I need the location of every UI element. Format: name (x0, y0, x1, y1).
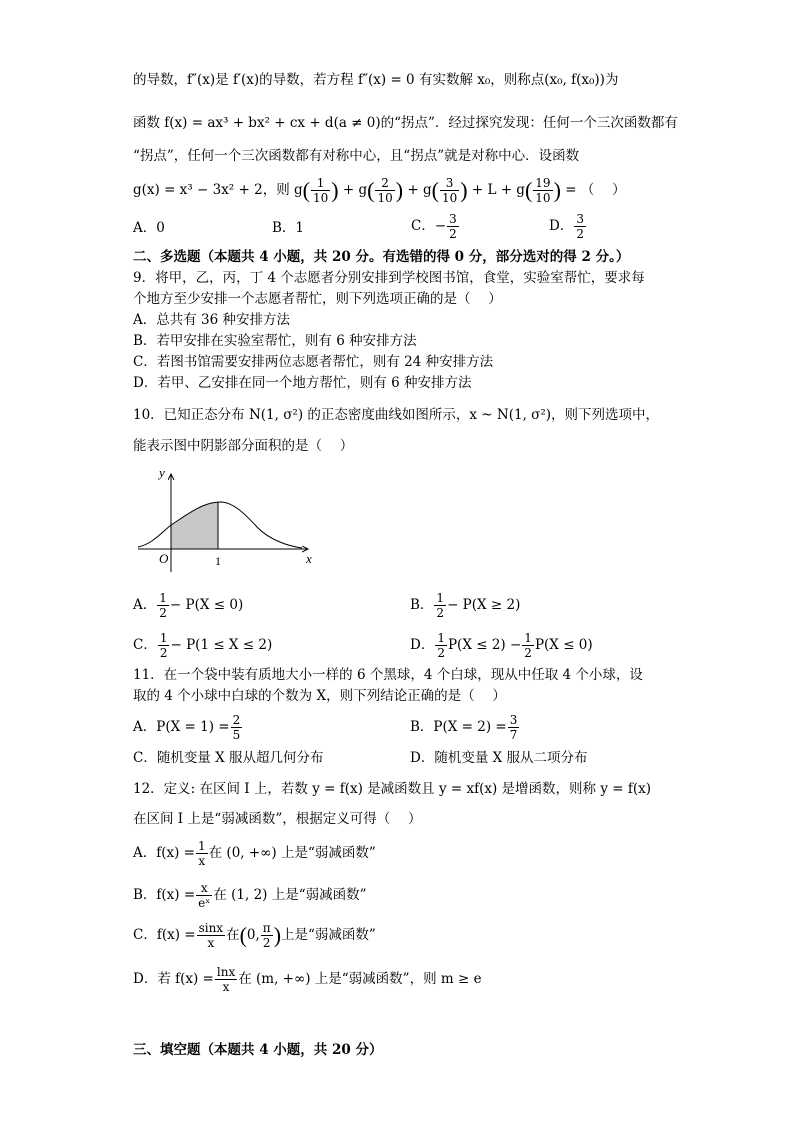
section-3-title: 三、填空题（本题共 4 小题，共 20 分） (133, 1042, 383, 1058)
q10-option-a: A． $\frac{1}{2}$ − P(X ≤ 0) (133, 591, 244, 620)
q9-stem-1: 9．将甲，乙，丙，丁 4 个志愿者分别安排到学校图书馆，食堂，实验室帮忙，要求每 (133, 270, 645, 286)
q10-option-c: C． $\frac{1}{2}$ − P(1 ≤ X ≤ 2) (133, 631, 273, 660)
y-axis-label: y (159, 465, 165, 480)
q12-option-c: C．f(x) = $\frac{\sin x}{x}$ 在(0, $\frac{\pi}{2}$ )上是“弱减函数” (133, 921, 376, 950)
normal-density-figure (130, 462, 320, 574)
fraction: $\frac{1}{10}$ (312, 176, 329, 205)
q12-option-b: B．f(x) = $\frac{x}{\text{eˣ}}$ 在 (1, 2) 上是“弱减函数” (133, 881, 367, 910)
q11-option-d: D．随机变量 X 服从二项分布 (410, 750, 588, 766)
q9-stem-2: 个地方至少安排一个志愿者帮忙，则下列选项正确的是（ ） (133, 291, 502, 307)
q12-option-a: A．f(x) = $\frac{1}{x}$ 在 (0, +∞) 上是“弱减函数” (133, 839, 376, 868)
q12-option-d: D．若 f(x) = $\frac{\ln x}{x}$ 在 (m, +∞) 上是“弱减函数”，则 m ≥ e (133, 965, 482, 994)
fraction: $\frac{19}{10}$ (535, 176, 551, 205)
intro-line-1: 的导数，f″(x)是 f′(x)的导数，若方程 f″(x) = 0 有实数解 x₀，则称点(x₀, f(x₀))为 (133, 72, 619, 88)
intro-line-4: g(x) = x³ − 3x² + 2，则 g( $\frac{1}{10}$ ) + g( $\frac{2}{10}$ ) + g( $\frac{3}{10}$ ) + L + g( $\frac{19}{10}$ ) = （ ） (133, 176, 626, 205)
fraction: $\frac{2}{10}$ (377, 176, 393, 205)
intro-option-b: B．1 (272, 220, 305, 236)
q9-option-d: D．若甲、乙安排在同一个地方帮忙，则有 6 种安排方法 (133, 375, 472, 391)
q12-stem-2: 在区间 I 上是“弱减函数”，根据定义可得（ ） (133, 811, 422, 827)
section-2-title: 二、多选题（本题共 4 小题，共 20 分。有选错的得 0 分，部分选对的得 2 分。） (133, 249, 630, 265)
x-axis-label: x (306, 551, 312, 566)
intro-line-2: 函数 f(x) = ax³ + bx² + cx + d(a ≠ 0)的“拐点”．经过探究发现：任何一个三次函数都有 (133, 115, 678, 131)
intro-option-d: D． $\frac{3}{2}$ (549, 212, 584, 241)
q10-option-d: D． $\frac{1}{2}$ P(X ≤ 2) − $\frac{1}{2}$ P(X ≤ 0) (410, 631, 593, 660)
q10-stem-2: 能表示图中阴影部分面积的是（ ） (133, 438, 354, 454)
shaded-region (171, 502, 218, 549)
q12-stem-1: 12．定义: 在区间 I 上，若数 y = f(x) 是减函数且 y = xf(x) 是增函数，则称 y = f(x) (133, 781, 651, 797)
q9-option-a: A．总共有 36 种安排方法 (133, 312, 291, 328)
q10-stem-1: 10．已知正态分布 N(1, σ²) 的正态密度曲线如图所示，x ~ N(1, σ²)，则下列选项中， (133, 407, 660, 423)
fraction: $\frac{3}{10}$ (441, 176, 458, 205)
q10-option-b: B． $\frac{1}{2}$ − P(X ≥ 2) (410, 591, 521, 620)
q11-option-a: A．P(X = 1) = $\frac{2}{5}$ (133, 713, 241, 742)
tick-label-1: 1 (215, 554, 221, 568)
q11-stem-2: 取的 4 个小球中白球的个数为 X，则下列结论正确的是（ ） (133, 688, 506, 704)
q11-option-c: C．随机变量 X 服从超几何分布 (133, 750, 324, 766)
q11-stem-1: 11．在一个袋中装有质地大小一样的 6 个黑球，4 个白球，现从中任取 4 个小球，设 (133, 667, 643, 683)
q9-option-c: C．若图书馆需要安排两位志愿者帮忙，则有 24 种安排方法 (133, 354, 494, 370)
origin-label: O (159, 551, 169, 566)
intro-option-a: A．0 (133, 220, 165, 236)
density-curve (138, 502, 302, 548)
q11-option-b: B．P(X = 2) = $\frac{3}{7}$ (410, 713, 518, 742)
intro-option-c: C．− $\frac{3}{2}$ (411, 212, 457, 241)
intro-line-3: “拐点”，任何一个三次函数都有对称中心，且“拐点”就是对称中心．设函数 (133, 148, 580, 164)
q9-option-b: B．若甲安排在实验室帮忙，则有 6 种安排方法 (133, 333, 417, 349)
